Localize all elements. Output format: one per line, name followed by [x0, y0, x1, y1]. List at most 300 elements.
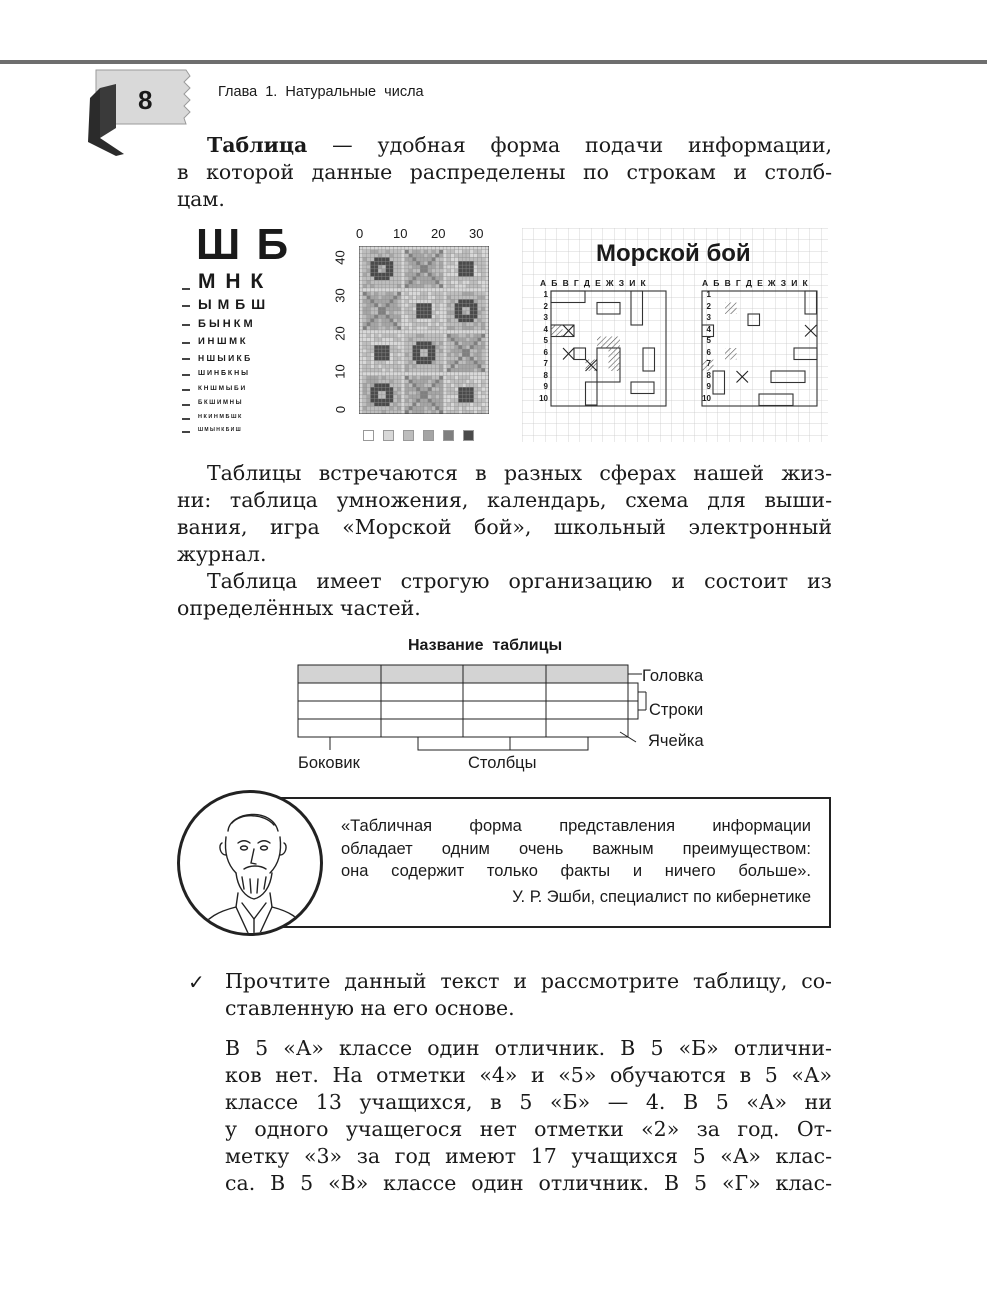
- grid-side-tick: 30: [332, 288, 348, 303]
- stitch-cell: [470, 269, 474, 273]
- stitch-cell: [386, 277, 390, 281]
- stitch-cell: [393, 311, 397, 315]
- stitch-cell: [390, 303, 394, 307]
- stitch-cell: [451, 254, 455, 258]
- stitch-cell: [451, 353, 455, 357]
- eye-chart-row: Н К И Н М Б Ш К: [198, 414, 242, 420]
- stitch-cell: [466, 322, 470, 326]
- stitch-cell: [416, 357, 420, 361]
- stitch-cell: [409, 303, 413, 307]
- stitch-cell: [481, 277, 485, 281]
- stitch-cell: [455, 265, 459, 269]
- stitch-cell: [420, 330, 424, 334]
- stitch-cell: [455, 315, 459, 319]
- stitch-cell: [439, 372, 443, 376]
- stitch-cell: [485, 303, 489, 307]
- battleship-columns-left: А Б В Г Д Е Ж З И К: [540, 278, 648, 288]
- stitch-cell: [478, 254, 482, 258]
- stitch-cell: [416, 345, 420, 349]
- stitch-cell: [359, 364, 363, 368]
- stitch-cell: [374, 250, 378, 254]
- stitch-cell: [359, 269, 363, 273]
- stitch-cell: [405, 299, 409, 303]
- stitch-cell: [378, 349, 382, 353]
- stitch-cell: [439, 380, 443, 384]
- stitch-cell: [474, 391, 478, 395]
- stitch-cell: [405, 265, 409, 269]
- stitch-cell: [405, 334, 409, 338]
- stitch-cell: [393, 315, 397, 319]
- stitch-cell: [478, 364, 482, 368]
- stitch-cell: [416, 257, 420, 261]
- stitch-cell: [428, 326, 432, 330]
- stitch-cell: [455, 364, 459, 368]
- stitch-cell: [370, 326, 374, 330]
- stitch-cell: [409, 269, 413, 273]
- stitch-cell: [474, 349, 478, 353]
- stitch-cell: [466, 357, 470, 361]
- stitch-cell: [485, 299, 489, 303]
- page-number: 8: [138, 85, 153, 115]
- stitch-cell: [428, 280, 432, 284]
- stitch-cell: [485, 353, 489, 357]
- stitch-cell: [435, 349, 439, 353]
- stitch-cell: [386, 273, 390, 277]
- stitch-cell: [470, 338, 474, 342]
- stitch-cell: [416, 364, 420, 368]
- stitch-cell: [382, 406, 386, 410]
- stitch-cell: [397, 368, 401, 372]
- stitch-cell: [370, 292, 374, 296]
- stitch-cell: [451, 364, 455, 368]
- stitch-cell: [409, 322, 413, 326]
- stitch-cell: [405, 410, 409, 414]
- stitch-cell: [481, 410, 485, 414]
- stitch-cell: [435, 364, 439, 368]
- stitch-cell: [390, 334, 394, 338]
- stitch-cell: [470, 299, 474, 303]
- eye-chart-row: Б Ы Н К М: [198, 318, 253, 330]
- stitch-cell: [462, 261, 466, 265]
- stitch-cell: [470, 246, 474, 250]
- stitch-cell: [435, 299, 439, 303]
- stitch-cell: [397, 246, 401, 250]
- stitch-cell: [382, 246, 386, 250]
- stitch-cell: [390, 345, 394, 349]
- stitch-cell: [481, 307, 485, 311]
- stitch-cell: [485, 380, 489, 384]
- stitch-cell: [363, 315, 367, 319]
- stitch-cell: [378, 299, 382, 303]
- stitch-cell: [370, 265, 374, 269]
- stitch-cell: [363, 357, 367, 361]
- stitch-cell: [470, 277, 474, 281]
- stitch-cell: [390, 265, 394, 269]
- term-table: Таблица: [207, 133, 308, 157]
- stitch-cell: [413, 292, 417, 296]
- stitch-cell: [405, 399, 409, 403]
- stitch-cell: [363, 254, 367, 258]
- stitch-cell: [481, 288, 485, 292]
- stitch-cell: [386, 254, 390, 258]
- stitch-cell: [447, 353, 451, 357]
- stitch-cell: [443, 349, 447, 353]
- stitch-cell: [435, 307, 439, 311]
- stitch-cell: [359, 403, 363, 407]
- stitch-cell: [413, 311, 417, 315]
- stitch-cell: [432, 399, 436, 403]
- stitch-cell: [378, 334, 382, 338]
- stitch-cell: [363, 246, 367, 250]
- stitch-cell: [416, 284, 420, 288]
- stitch-cell: [485, 330, 489, 334]
- stitch-cell: [374, 292, 378, 296]
- stitch-cell: [420, 353, 424, 357]
- stitch-cell: [474, 269, 478, 273]
- stitch-cell: [401, 261, 405, 265]
- stitch-cell: [455, 399, 459, 403]
- stitch-cell: [405, 303, 409, 307]
- stitch-cell: [370, 257, 374, 261]
- stitch-cell: [451, 296, 455, 300]
- stitch-cell: [413, 273, 417, 277]
- stitch-cell: [409, 380, 413, 384]
- stitch-cell: [386, 383, 390, 387]
- stitch-cell: [428, 387, 432, 391]
- stitch-cell: [382, 277, 386, 281]
- stitch-cell: [481, 330, 485, 334]
- stitch-cell: [451, 265, 455, 269]
- stitch-cell: [470, 322, 474, 326]
- stitch-cell: [481, 299, 485, 303]
- stitch-cell: [405, 296, 409, 300]
- stitch-cell: [370, 410, 374, 414]
- stitch-cell: [420, 319, 424, 323]
- stitch-cell: [420, 406, 424, 410]
- stitch-cell: [439, 288, 443, 292]
- stitch-cell: [424, 257, 428, 261]
- stitch-cell: [397, 410, 401, 414]
- stitch-cell: [401, 406, 405, 410]
- stitch-cell: [466, 307, 470, 311]
- stitch-cell: [413, 372, 417, 376]
- stitch-cell: [386, 303, 390, 307]
- stitch-cell: [409, 277, 413, 281]
- stitch-cell: [424, 349, 428, 353]
- stitch-cell: [374, 349, 378, 353]
- stitch-cell: [447, 399, 451, 403]
- stitch-cell: [485, 368, 489, 372]
- stitch-cell: [424, 368, 428, 372]
- stitch-cell: [466, 349, 470, 353]
- stitch-cell: [474, 380, 478, 384]
- stitch-cell: [393, 353, 397, 357]
- stitch-cell: [447, 349, 451, 353]
- stitch-cell: [363, 353, 367, 357]
- stitch-cell: [359, 383, 363, 387]
- stitch-cell: [420, 357, 424, 361]
- stitch-cell: [393, 364, 397, 368]
- stitch-cell: [413, 353, 417, 357]
- stitch-cell: [485, 269, 489, 273]
- stitch-cell: [447, 254, 451, 258]
- stitch-cell: [378, 280, 382, 284]
- stitch-cell: [485, 406, 489, 410]
- stitch-cell: [359, 330, 363, 334]
- stitch-cell: [474, 311, 478, 315]
- stitch-cell: [451, 383, 455, 387]
- stitch-cell: [435, 322, 439, 326]
- stitch-cell: [363, 296, 367, 300]
- stitch-cell: [359, 353, 363, 357]
- stitch-cell: [367, 330, 371, 334]
- stitch-cell: [443, 307, 447, 311]
- stitch-cell: [359, 387, 363, 391]
- stitch-cell: [428, 307, 432, 311]
- stitch-cell: [428, 410, 432, 414]
- stitch-cell: [359, 361, 363, 365]
- stitch-cell: [420, 261, 424, 265]
- stitch-cell: [413, 368, 417, 372]
- top-rule: [0, 60, 987, 64]
- stitch-cell: [447, 322, 451, 326]
- stitch-cell: [370, 364, 374, 368]
- stitch-cell: [359, 303, 363, 307]
- stitch-cell: [363, 391, 367, 395]
- stitch-cell: [382, 353, 386, 357]
- stitch-cell: [416, 246, 420, 250]
- stitch-cell: [401, 292, 405, 296]
- stitch-cell: [363, 250, 367, 254]
- stitch-cell: [462, 403, 466, 407]
- stitch-cell: [428, 299, 432, 303]
- stitch-cell: [413, 307, 417, 311]
- stitch-cell: [367, 296, 371, 300]
- stitch-cell: [435, 261, 439, 265]
- stitch-cell: [474, 376, 478, 380]
- body-line: определённых частей.: [177, 596, 421, 620]
- stitch-cell: [393, 399, 397, 403]
- stitch-cell: [432, 330, 436, 334]
- stitch-cell: [420, 372, 424, 376]
- task-line: Прочтите данный текст и рассмотрите таблицу, со-: [225, 969, 832, 993]
- stitch-cell: [378, 292, 382, 296]
- stitch-cell: [359, 257, 363, 261]
- stitch-cell: [359, 395, 363, 399]
- stitch-cell: [432, 353, 436, 357]
- stitch-cell: [428, 361, 432, 365]
- stitch-cell: [386, 315, 390, 319]
- stitch-cell: [481, 292, 485, 296]
- stitch-cell: [435, 338, 439, 342]
- stitch-cell: [390, 395, 394, 399]
- stitch-cell: [439, 250, 443, 254]
- stitch-cell: [405, 361, 409, 365]
- stitch-cell: [451, 288, 455, 292]
- stitch-cell: [367, 265, 371, 269]
- stitch-cell: [370, 296, 374, 300]
- stitch-cell: [382, 280, 386, 284]
- stitch-cell: [413, 246, 417, 250]
- stitch-cell: [478, 246, 482, 250]
- stitch-cell: [466, 257, 470, 261]
- stitch-cell: [397, 380, 401, 384]
- stitch-cell: [409, 315, 413, 319]
- stitch-cell: [474, 303, 478, 307]
- stitch-cell: [420, 387, 424, 391]
- stitch-cell: [378, 246, 382, 250]
- stitch-cell: [458, 364, 462, 368]
- stitch-cell: [397, 303, 401, 307]
- stitch-cell: [455, 395, 459, 399]
- stitch-cell: [443, 319, 447, 323]
- stitch-cell: [359, 326, 363, 330]
- intro-line2: в которой данные распределены по строкам и столб-: [177, 160, 832, 184]
- stitch-cell: [432, 322, 436, 326]
- stitch-cell: [439, 406, 443, 410]
- stitch-cell: [478, 265, 482, 269]
- stitch-cell: [382, 330, 386, 334]
- stitch-cell: [481, 383, 485, 387]
- stitch-cell: [420, 334, 424, 338]
- stitch-cell: [386, 311, 390, 315]
- stitch-cell: [474, 383, 478, 387]
- stitch-cell: [466, 387, 470, 391]
- stitch-cell: [443, 296, 447, 300]
- stitch-cell: [443, 383, 447, 387]
- stitch-cell: [447, 391, 451, 395]
- stitch-cell: [378, 387, 382, 391]
- stitch-cell: [462, 307, 466, 311]
- stitch-cell: [478, 372, 482, 376]
- stitch-cell: [416, 349, 420, 353]
- stitch-cell: [447, 338, 451, 342]
- stitch-cell: [458, 361, 462, 365]
- stitch-cell: [370, 315, 374, 319]
- stitch-cell: [432, 277, 436, 281]
- stitch-cell: [370, 353, 374, 357]
- stitch-cell: [432, 364, 436, 368]
- stitch-cell: [390, 307, 394, 311]
- stitch-cell: [420, 341, 424, 345]
- stitch-cell: [435, 311, 439, 315]
- stitch-cell: [424, 299, 428, 303]
- stitch-cell: [424, 303, 428, 307]
- stitch-cell: [378, 403, 382, 407]
- stitch-cell: [466, 391, 470, 395]
- stitch-cell: [466, 376, 470, 380]
- stitch-cell: [443, 250, 447, 254]
- eye-chart-row: К Н Ш М Ы Б И: [198, 385, 246, 392]
- stitch-cell: [401, 315, 405, 319]
- stitch-cell: [451, 311, 455, 315]
- stitch-cell: [409, 406, 413, 410]
- stitch-cell: [481, 376, 485, 380]
- stitch-cell: [370, 330, 374, 334]
- stitch-cell: [382, 334, 386, 338]
- stitch-cell: [455, 288, 459, 292]
- stitch-cell: [443, 288, 447, 292]
- stitch-cell: [370, 250, 374, 254]
- palette-swatch: [423, 430, 434, 441]
- stitch-cell: [428, 261, 432, 265]
- stitch-cell: [458, 341, 462, 345]
- stitch-cell: [481, 269, 485, 273]
- stitch-cell: [481, 334, 485, 338]
- stitch-cell: [466, 311, 470, 315]
- stitch-cell: [386, 395, 390, 399]
- stitch-cell: [409, 349, 413, 353]
- stitch-cell: [424, 330, 428, 334]
- stitch-cell: [451, 269, 455, 273]
- stitch-cell: [451, 307, 455, 311]
- stitch-cell: [363, 341, 367, 345]
- stitch-cell: [378, 269, 382, 273]
- stitch-cell: [455, 250, 459, 254]
- stitch-cell: [420, 292, 424, 296]
- stitch-cell: [470, 261, 474, 265]
- stitch-cell: [443, 353, 447, 357]
- stitch-cell: [393, 380, 397, 384]
- stitch-cell: [432, 315, 436, 319]
- stitch-cell: [413, 361, 417, 365]
- stitch-cell: [451, 261, 455, 265]
- stitch-cell: [443, 299, 447, 303]
- stitch-cell: [374, 368, 378, 372]
- grid-top-tick: 20: [431, 226, 446, 241]
- stitch-cell: [447, 250, 451, 254]
- stitch-cell: [393, 319, 397, 323]
- stitch-cell: [428, 399, 432, 403]
- stitch-cell: [428, 246, 432, 250]
- stitch-cell: [367, 303, 371, 307]
- stitch-cell: [485, 361, 489, 365]
- stitch-cell: [443, 273, 447, 277]
- stitch-cell: [447, 319, 451, 323]
- stitch-cell: [478, 380, 482, 384]
- stitch-cell: [455, 280, 459, 284]
- stitch-cell: [447, 277, 451, 281]
- stitch-cell: [458, 246, 462, 250]
- stitch-cell: [428, 380, 432, 384]
- stitch-cell: [462, 326, 466, 330]
- stitch-cell: [481, 387, 485, 391]
- stitch-cell: [401, 319, 405, 323]
- stitch-cell: [424, 395, 428, 399]
- stitch-cell: [439, 296, 443, 300]
- stitch-cell: [401, 303, 405, 307]
- stitch-cell: [435, 383, 439, 387]
- eye-chart-row: Ш И Н Б К Н Ы: [198, 370, 249, 377]
- stitch-cell: [435, 296, 439, 300]
- body-paragraph: [177, 460, 832, 622]
- stitch-cell: [485, 357, 489, 361]
- stitch-cell: [413, 261, 417, 265]
- stitch-cell: [443, 403, 447, 407]
- stitch-cell: [478, 296, 482, 300]
- stitch-cell: [413, 296, 417, 300]
- stitch-cell: [374, 403, 378, 407]
- stitch-cell: [416, 326, 420, 330]
- stitch-cell: [401, 269, 405, 273]
- stitch-cell: [367, 269, 371, 273]
- stitch-cell: [378, 284, 382, 288]
- stitch-cell: [393, 269, 397, 273]
- stitch-cell: [393, 330, 397, 334]
- stitch-cell: [401, 254, 405, 258]
- stitch-cell: [443, 292, 447, 296]
- stitch-cell: [435, 376, 439, 380]
